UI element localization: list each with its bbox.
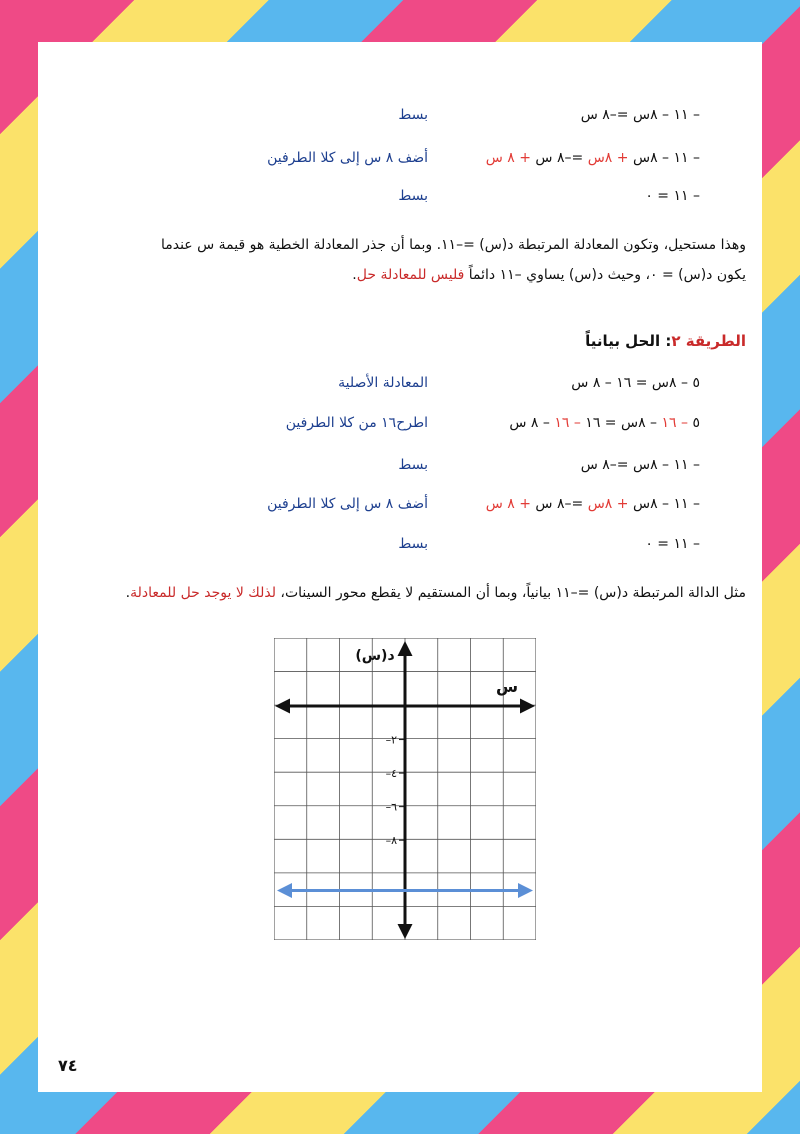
step-row bbox=[38, 408, 762, 438]
equation: ٥ – ١٦ – ٨س = ١٦ – ١٦ – ٨ س bbox=[509, 415, 700, 431]
step-note: أضف ٨ س إلى كلا الطرفين bbox=[267, 150, 428, 166]
step-row bbox=[38, 181, 762, 211]
coordinate-graph bbox=[274, 638, 536, 940]
tick-label: –٨ bbox=[385, 834, 397, 848]
method-heading: الطريقة ٢: الحل بيانياً bbox=[585, 332, 746, 350]
equation: – ١١ – ٨س + ٨س =–٨ س + ٨ س bbox=[485, 496, 700, 512]
conclusion-paragraph bbox=[62, 230, 746, 290]
step-row bbox=[38, 450, 762, 480]
equation: – ١١ – ٨س =–٨ س bbox=[580, 107, 700, 123]
step-note: بسط bbox=[398, 536, 428, 552]
conclusion-line: وهذا مستحيل، وتكون المعادلة المرتبطة د(س) =–١١. وبما أن جذر المعادلة الخطية هو قيمة س عندما bbox=[160, 237, 746, 253]
tick-label: –٦ bbox=[385, 800, 397, 814]
tick-label: –٢ bbox=[385, 733, 397, 747]
equation: – ١١ = ٠ bbox=[645, 188, 700, 204]
conclusion-paragraph: مثل الدالة المرتبطة د(س) =–١١ بيانياً، وبما أن المستقيم لا يقطع محور السينات، لذلك لا يوجد حل للمعادلة. bbox=[125, 585, 746, 601]
step-note: بسط bbox=[398, 457, 428, 473]
step-row bbox=[38, 529, 762, 559]
x-axis-label: س bbox=[495, 677, 519, 696]
step-note: اطرح١٦ من كلا الطرفين bbox=[285, 415, 428, 431]
equation: – ١١ = ٠ bbox=[645, 536, 700, 552]
page bbox=[38, 42, 762, 1092]
step-note: بسط bbox=[398, 107, 428, 123]
step-row bbox=[38, 368, 762, 398]
step-note: المعادلة الأصلية bbox=[338, 375, 428, 391]
step-row bbox=[38, 100, 762, 130]
tick-label: –٤ bbox=[385, 767, 397, 781]
step-row bbox=[38, 143, 762, 173]
equation: ٥ – ٨س = ١٦ – ٨ س bbox=[571, 375, 700, 391]
page-number: ٧٤ bbox=[58, 1056, 78, 1075]
step-note: أضف ٨ س إلى كلا الطرفين bbox=[267, 496, 428, 512]
step-row bbox=[38, 489, 762, 519]
step-note: بسط bbox=[398, 188, 428, 204]
equation: – ١١ – ٨س =–٨ س bbox=[580, 457, 700, 473]
conclusion-line: يكون د(س) = ٠، وحيث د(س) يساوي –١١ دائماً فليس للمعادلة حل. bbox=[352, 267, 746, 283]
equation: – ١١ – ٨س + ٨س =–٨ س + ٨ س bbox=[485, 150, 700, 166]
y-axis-label: د(س) bbox=[355, 648, 395, 664]
